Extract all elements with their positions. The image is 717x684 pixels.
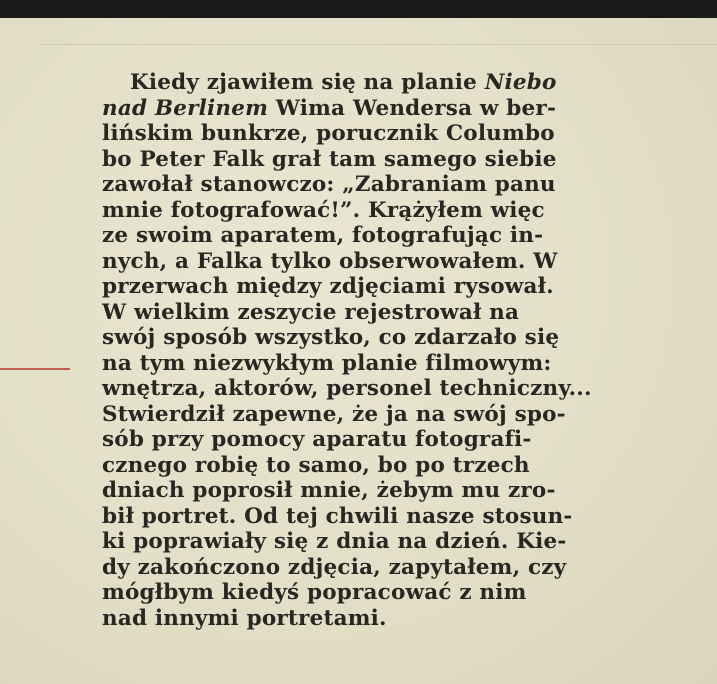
article-line-13: wnętrza, aktorów, personel techniczny... (102, 376, 592, 401)
article-line-15: sób przy pomocy aparatu fotografi- (102, 427, 532, 452)
article-line-21: mógłbym kiedyś popracować z nim (102, 580, 527, 605)
article-text (102, 70, 717, 631)
left-red-rule (0, 368, 70, 370)
article-line-14: Stwierdził zapewne, że ja na swój spo- (102, 401, 566, 427)
article-line-19: ki poprawiały się z dnia na dzień. Kie- (102, 529, 567, 554)
article-line-7: ze swoim aparatem, fotografując in- (102, 223, 544, 248)
article-line-3: lińskim bunkrze, porucznik Columbo (102, 121, 555, 146)
article-line-2: nad Berlinem Wima Wendersa w ber- (102, 95, 557, 121)
article-line-1: Kiedy zjawiłem się na planie Niebo (130, 70, 557, 95)
article-line-9: przerwach między zdjęciami rysował. (102, 274, 554, 299)
article-line-8: nych, a Falka tylko obserwowałem. W (102, 248, 558, 274)
article-line-10: W wielkim zeszycie rejestrował na (102, 299, 520, 325)
article-line-18: bił portret. Od tej chwili nasze stosun- (102, 503, 573, 529)
article-line-11: swój sposób wszystko, co zdarzało się (102, 325, 560, 350)
article-line-20: dy zakończono zdjęcia, zapytałem, czy (102, 554, 567, 580)
article-line-4: bo Peter Falk grał tam samego siebie (102, 146, 557, 172)
article-line-17: dniach poprosił mnie, żebym mu zro- (102, 478, 556, 503)
article-line-5: zawołał stanowczo: „Zabraniam panu (102, 172, 556, 197)
article-line-22: nad innymi portretami. (102, 605, 387, 631)
article-line-6: mnie fotografować!”. Krążyłem więc (102, 197, 545, 223)
faint-rule (40, 44, 717, 45)
article-line-12: na tym niezwykłym planie filmowym: (102, 350, 552, 376)
article-line-16: cznego robię to samo, bo po trzech (102, 452, 530, 478)
top-black-bar (0, 0, 717, 18)
